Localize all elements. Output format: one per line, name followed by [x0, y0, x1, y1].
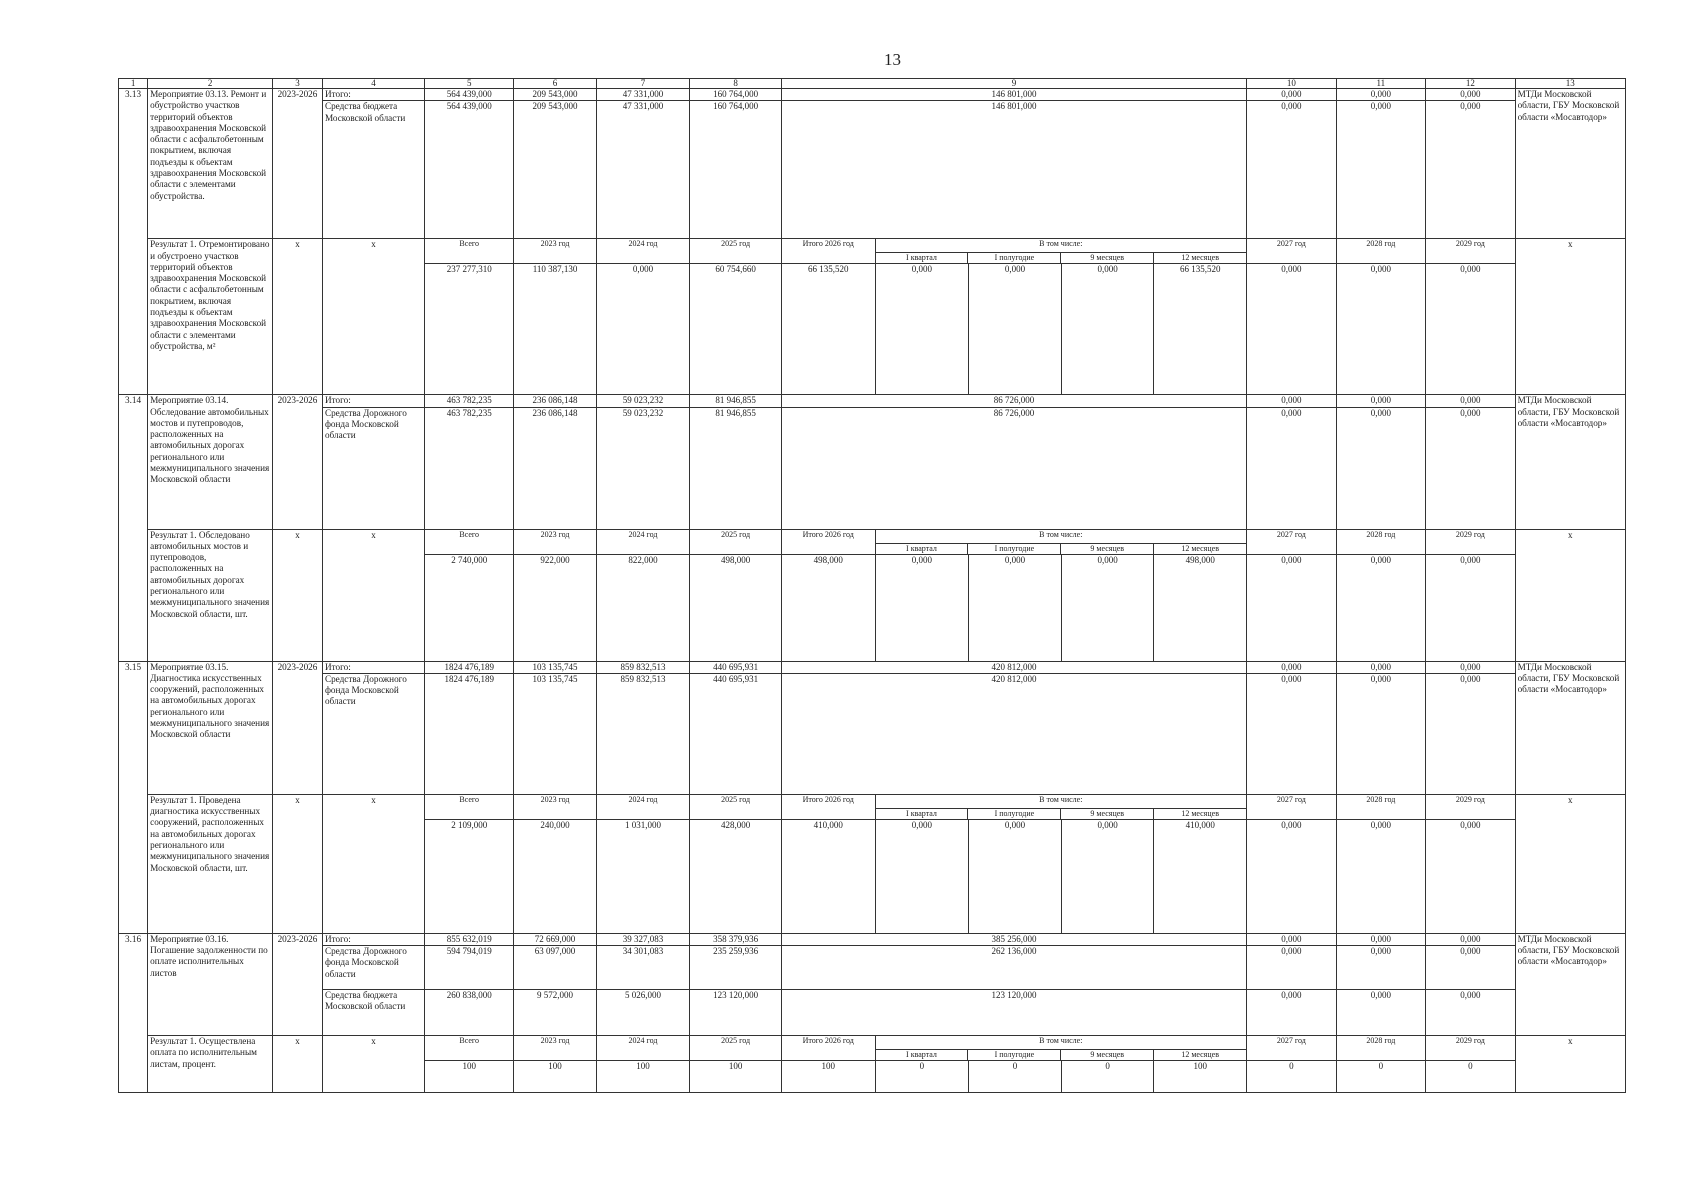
funding-source: Итого:: [322, 89, 424, 101]
funding-2025: 235 259,936: [690, 946, 782, 990]
result-period: х: [273, 239, 323, 395]
funding-source: Итого:: [322, 933, 424, 945]
funding-2028: 0,000: [1336, 946, 1426, 990]
funding-2025: 81 946,855: [690, 395, 782, 407]
funding-source: Средства бюджета Московской области: [322, 990, 424, 1036]
result-value-y2028: 0,000: [1336, 264, 1426, 395]
result-header-total: Всего: [424, 239, 514, 264]
funding-2026: 146 801,000: [781, 89, 1246, 101]
funding-2027: 0,000: [1247, 673, 1337, 794]
funding-row: [119, 89, 1626, 101]
activity-name: Мероприятие 03.13. Ремонт и обустройство участков территорий объектов здравоохранения Московской области с асфальтобетонным покрытием, включая подъезды к объектам здравоохранения Московской области с элементами обустройства.: [148, 89, 273, 239]
result-header-y2024: 2024 год: [596, 239, 690, 264]
result-header-m12: 12 месяцев: [1181, 543, 1219, 553]
funding-source: Средства Дорожного фонда Московской области: [322, 673, 424, 794]
result-header-y2027: 2027 год: [1247, 1036, 1337, 1061]
funding-2023: 9 572,000: [514, 990, 596, 1036]
result-value-y2027: 0,000: [1247, 554, 1337, 661]
result-header-q1: I квартал: [876, 1050, 969, 1060]
funding-2023: 236 086,148: [514, 407, 596, 529]
result-header-y2028: 2028 год: [1336, 794, 1426, 819]
result-source: х: [322, 1036, 424, 1093]
funding-2023: 72 669,000: [514, 933, 596, 945]
funding-2023: 103 135,745: [514, 661, 596, 673]
funding-2029: 0,000: [1426, 946, 1516, 990]
funding-2026: 385 256,000: [781, 933, 1246, 945]
funding-total: 594 794,019: [424, 946, 514, 990]
funding-2028: 0,000: [1336, 395, 1426, 407]
funding-2027: 0,000: [1247, 933, 1337, 945]
result-value-y2027: 0: [1247, 1061, 1337, 1093]
funding-2026: 420 812,000: [781, 673, 1246, 794]
activity-responsible: МТДи Московской области, ГБУ Московской области «Мосавтодор»: [1515, 933, 1625, 1035]
result-header-total2026: Итого 2026 год: [781, 1036, 875, 1061]
result-header-row: [119, 794, 1626, 819]
result-value-q1: 0,000: [875, 554, 969, 661]
result-source: х: [322, 529, 424, 661]
funding-2024: 59 023,232: [596, 395, 690, 407]
result-value-total2026: 100: [781, 1061, 875, 1093]
activity-name: Мероприятие 03.15. Диагностика искусственных сооружений, расположенных на автомобильных дорогах регионального или межмуниципального значения Московской области: [148, 661, 273, 794]
funding-2025: 358 379,936: [690, 933, 782, 945]
result-value-y2027: 0,000: [1247, 264, 1337, 395]
funding-row: [119, 946, 1626, 990]
result-header-including: [875, 1036, 1247, 1061]
funding-2028: 0,000: [1336, 89, 1426, 101]
funding-source: Итого:: [322, 395, 424, 407]
result-header-y2023: 2023 год: [514, 794, 596, 819]
result-header-h1: I полугодие: [968, 544, 1061, 554]
result-value-y2025: 498,000: [690, 554, 782, 661]
result-header-y2029: 2029 год: [1426, 1036, 1516, 1061]
result-name: Результат 1. Отремонтировано и обустроено участков территорий объектов здравоохранения Московской области с асфальтобетонным покрытием, включая подъезды к объектам здравоохранения Московской области с элементами обустройства, м²: [148, 239, 273, 395]
funding-2024: 34 301,083: [596, 946, 690, 990]
funding-2025: 160 764,000: [690, 101, 782, 239]
result-value-y2029: 0,000: [1426, 264, 1516, 395]
funding-2025: 123 120,000: [690, 990, 782, 1036]
result-header-total2026: Итого 2026 год: [781, 239, 875, 264]
funding-total: 1824 476,189: [424, 673, 514, 794]
funding-2026: 146 801,000: [781, 101, 1246, 239]
page-number: 13: [884, 50, 901, 69]
activity-period: 2023-2026: [273, 661, 323, 794]
funding-row: [119, 990, 1626, 1036]
result-value-m12: 410,000: [1154, 819, 1247, 933]
result-value-total: 2 109,000: [424, 819, 514, 933]
funding-2024: 47 331,000: [596, 101, 690, 239]
result-value-m9: 0: [1061, 1061, 1154, 1093]
result-header-total2026: Итого 2026 год: [781, 794, 875, 819]
result-header-y2025: 2025 год: [690, 529, 782, 554]
result-value-y2027: 0,000: [1247, 819, 1337, 933]
result-header-q1: I квартал: [876, 544, 969, 554]
funding-2029: 0,000: [1426, 101, 1516, 239]
funding-total: 564 439,000: [424, 101, 514, 239]
funding-2025: 160 764,000: [690, 89, 782, 101]
result-header-y2025: 2025 год: [690, 794, 782, 819]
column-number: 2: [148, 79, 273, 89]
result-value-y2029: 0,000: [1426, 819, 1516, 933]
result-name: Результат 1. Осуществлена оплата по исполнительным листам, процент.: [148, 1036, 273, 1093]
funding-total: 260 838,000: [424, 990, 514, 1036]
result-value-total2026: 66 135,520: [781, 264, 875, 395]
result-value-m12: 100: [1154, 1061, 1247, 1093]
result-header-row: [119, 529, 1626, 554]
result-value-y2029: 0,000: [1426, 554, 1516, 661]
column-number: 4: [322, 79, 424, 89]
activity-responsible: МТДи Московской области, ГБУ Московской области «Мосавтодор»: [1515, 395, 1625, 529]
result-header-m12: 12 месяцев: [1181, 1050, 1219, 1060]
result-header-m12: 12 месяцев: [1181, 253, 1219, 263]
funding-2029: 0,000: [1426, 661, 1516, 673]
column-number: 7: [596, 79, 690, 89]
result-value-y2024: 1 031,000: [596, 819, 690, 933]
funding-2023: 209 543,000: [514, 89, 596, 101]
column-number: 13: [1515, 79, 1625, 89]
activity-name: Мероприятие 03.14. Обследование автомобильных мостов и путепроводов, расположенных на автомобильных дорогах регионального или межмуниципального значения Московской области: [148, 395, 273, 529]
activity-number: 3.16: [119, 933, 148, 1092]
funding-total: 564 439,000: [424, 89, 514, 101]
activity-responsible: МТДи Московской области, ГБУ Московской области «Мосавтодор»: [1515, 661, 1625, 794]
program-activities-table: [118, 78, 1626, 1093]
result-header-y2025: 2025 год: [690, 239, 782, 264]
result-header-total: Всего: [424, 529, 514, 554]
funding-2027: 0,000: [1247, 395, 1337, 407]
result-value-m12: 66 135,520: [1154, 264, 1247, 395]
funding-2027: 0,000: [1247, 990, 1337, 1036]
result-header-total: Всего: [424, 1036, 514, 1061]
funding-2028: 0,000: [1336, 673, 1426, 794]
result-header-y2029: 2029 год: [1426, 794, 1516, 819]
column-number: 9: [781, 79, 1246, 89]
result-value-q1: 0: [875, 1061, 969, 1093]
funding-2023: 103 135,745: [514, 673, 596, 794]
funding-2028: 0,000: [1336, 101, 1426, 239]
result-header-y2025: 2025 год: [690, 1036, 782, 1061]
result-header-y2027: 2027 год: [1247, 794, 1337, 819]
funding-2024: 47 331,000: [596, 89, 690, 101]
funding-2028: 0,000: [1336, 661, 1426, 673]
column-number: 6: [514, 79, 596, 89]
result-header-y2023: 2023 год: [514, 1036, 596, 1061]
result-header-y2028: 2028 год: [1336, 239, 1426, 264]
result-header-row: [119, 1036, 1626, 1061]
result-header-y2028: 2028 год: [1336, 1036, 1426, 1061]
result-value-q1: 0,000: [875, 819, 969, 933]
result-header-y2024: 2024 год: [596, 794, 690, 819]
column-number: 11: [1336, 79, 1426, 89]
funding-2029: 0,000: [1426, 407, 1516, 529]
funding-2029: 0,000: [1426, 89, 1516, 101]
result-name: Результат 1. Проведена диагностика искусственных сооружений, расположенных на автомобильных дорогах регионального или межмуниципального значения Московской области, шт.: [148, 794, 273, 933]
activity-number: 3.13: [119, 89, 148, 395]
column-number: 12: [1426, 79, 1516, 89]
result-header-m12: 12 месяцев: [1181, 808, 1219, 818]
funding-2024: 5 026,000: [596, 990, 690, 1036]
activity-responsible: МТДи Московской области, ГБУ Московской области «Мосавтодор»: [1515, 89, 1625, 239]
result-period: х: [273, 529, 323, 661]
result-header-h1: I полугодие: [968, 1050, 1061, 1060]
result-header-h1: I полугодие: [968, 253, 1061, 263]
funding-2029: 0,000: [1426, 395, 1516, 407]
funding-2025: 440 695,931: [690, 661, 782, 673]
column-number: 10: [1247, 79, 1337, 89]
result-source: х: [322, 239, 424, 395]
funding-2029: 0,000: [1426, 933, 1516, 945]
result-value-q1: 0,000: [875, 264, 969, 395]
funding-source: Итого:: [322, 661, 424, 673]
result-value-y2023: 110 387,130: [514, 264, 596, 395]
result-responsible: х: [1515, 529, 1625, 661]
including-label: В том числе:: [1039, 1036, 1083, 1046]
funding-row: [119, 933, 1626, 945]
funding-total: 855 632,019: [424, 933, 514, 945]
result-value-total2026: 410,000: [781, 819, 875, 933]
result-header-row: [119, 239, 1626, 264]
result-header-including: [875, 794, 1247, 819]
funding-total: 463 782,235: [424, 395, 514, 407]
result-period: х: [273, 794, 323, 933]
result-value-h1: 0: [969, 1061, 1062, 1093]
funding-row: [119, 407, 1626, 529]
result-value-h1: 0,000: [969, 554, 1062, 661]
funding-2027: 0,000: [1247, 89, 1337, 101]
activity-number: 3.14: [119, 395, 148, 661]
funding-row: [119, 673, 1626, 794]
activity-period: 2023-2026: [273, 395, 323, 529]
result-header-including: [875, 239, 1247, 264]
funding-source: Средства бюджета Московской области: [322, 101, 424, 239]
result-name: Результат 1. Обследовано автомобильных мостов и путепроводов, расположенных на автомобильных дорогах регионального или межмуниципального значения Московской области, шт.: [148, 529, 273, 661]
result-header-h1: I полугодие: [968, 809, 1061, 819]
result-header-m9: 9 месяцев: [1061, 544, 1154, 554]
result-header-m9: 9 месяцев: [1061, 253, 1154, 263]
funding-total: 463 782,235: [424, 407, 514, 529]
result-value-m9: 0,000: [1061, 819, 1154, 933]
result-value-y2029: 0: [1426, 1061, 1516, 1093]
funding-total: 1824 476,189: [424, 661, 514, 673]
including-label: В том числе:: [1039, 239, 1083, 249]
funding-2028: 0,000: [1336, 407, 1426, 529]
result-header-including: [875, 529, 1247, 554]
funding-2024: 859 832,513: [596, 673, 690, 794]
result-value-y2023: 240,000: [514, 819, 596, 933]
result-value-m9: 0,000: [1061, 554, 1154, 661]
result-value-y2023: 100: [514, 1061, 596, 1093]
funding-2026: 86 726,000: [781, 395, 1246, 407]
result-value-y2025: 428,000: [690, 819, 782, 933]
result-value-y2028: 0: [1336, 1061, 1426, 1093]
result-header-q1: I квартал: [876, 809, 969, 819]
funding-row: [119, 395, 1626, 407]
funding-source: Средства Дорожного фонда Московской области: [322, 407, 424, 529]
funding-row: [119, 101, 1626, 239]
result-source: х: [322, 794, 424, 933]
result-header-y2023: 2023 год: [514, 239, 596, 264]
funding-2023: 236 086,148: [514, 395, 596, 407]
funding-2025: 81 946,855: [690, 407, 782, 529]
result-responsible: х: [1515, 239, 1625, 395]
funding-2025: 440 695,931: [690, 673, 782, 794]
result-header-y2028: 2028 год: [1336, 529, 1426, 554]
result-header-y2027: 2027 год: [1247, 239, 1337, 264]
funding-2027: 0,000: [1247, 407, 1337, 529]
funding-2024: 859 832,513: [596, 661, 690, 673]
result-header-m9: 9 месяцев: [1061, 809, 1154, 819]
funding-2026: 86 726,000: [781, 407, 1246, 529]
column-number: 1: [119, 79, 148, 89]
funding-row: [119, 661, 1626, 673]
activity-number: 3.15: [119, 661, 148, 933]
result-header-y2024: 2024 год: [596, 529, 690, 554]
result-value-m12: 498,000: [1154, 554, 1247, 661]
result-period: х: [273, 1036, 323, 1093]
result-value-total: 2 740,000: [424, 554, 514, 661]
funding-source: Средства Дорожного фонда Московской области: [322, 946, 424, 990]
column-number: 5: [424, 79, 514, 89]
result-header-y2029: 2029 год: [1426, 239, 1516, 264]
column-number-row: [119, 79, 1626, 89]
funding-2023: 63 097,000: [514, 946, 596, 990]
result-value-y2024: 100: [596, 1061, 690, 1093]
funding-2026: 420 812,000: [781, 661, 1246, 673]
result-value-y2028: 0,000: [1336, 554, 1426, 661]
result-value-y2024: 822,000: [596, 554, 690, 661]
result-value-m9: 0,000: [1061, 264, 1154, 395]
result-value-y2024: 0,000: [596, 264, 690, 395]
column-number: 3: [273, 79, 323, 89]
result-header-y2023: 2023 год: [514, 529, 596, 554]
funding-2029: 0,000: [1426, 673, 1516, 794]
including-label: В том числе:: [1039, 794, 1083, 804]
funding-2026: 123 120,000: [781, 990, 1246, 1036]
result-header-y2029: 2029 год: [1426, 529, 1516, 554]
funding-2027: 0,000: [1247, 946, 1337, 990]
funding-2027: 0,000: [1247, 101, 1337, 239]
activity-period: 2023-2026: [273, 89, 323, 239]
result-value-total2026: 498,000: [781, 554, 875, 661]
activity-period: 2023-2026: [273, 933, 323, 1035]
activity-name: Мероприятие 03.16. Погашение задолженности по оплате исполнительных листов: [148, 933, 273, 1035]
result-header-total2026: Итого 2026 год: [781, 529, 875, 554]
funding-2028: 0,000: [1336, 990, 1426, 1036]
funding-2023: 209 543,000: [514, 101, 596, 239]
funding-2024: 59 023,232: [596, 407, 690, 529]
including-label: В том числе:: [1039, 529, 1083, 539]
result-value-y2023: 922,000: [514, 554, 596, 661]
result-value-h1: 0,000: [969, 264, 1062, 395]
result-value-y2025: 60 754,660: [690, 264, 782, 395]
result-header-m9: 9 месяцев: [1061, 1050, 1154, 1060]
funding-2028: 0,000: [1336, 933, 1426, 945]
result-responsible: х: [1515, 794, 1625, 933]
result-value-total: 100: [424, 1061, 514, 1093]
funding-2026: 262 136,000: [781, 946, 1246, 990]
column-number: 8: [690, 79, 782, 89]
result-value-y2025: 100: [690, 1061, 782, 1093]
result-value-total: 237 277,310: [424, 264, 514, 395]
result-header-y2024: 2024 год: [596, 1036, 690, 1061]
result-header-total: Всего: [424, 794, 514, 819]
funding-2029: 0,000: [1426, 990, 1516, 1036]
result-header-q1: I квартал: [876, 253, 969, 263]
result-responsible: х: [1515, 1036, 1625, 1093]
funding-2024: 39 327,083: [596, 933, 690, 945]
result-value-h1: 0,000: [969, 819, 1062, 933]
result-value-y2028: 0,000: [1336, 819, 1426, 933]
result-header-y2027: 2027 год: [1247, 529, 1337, 554]
funding-2027: 0,000: [1247, 661, 1337, 673]
